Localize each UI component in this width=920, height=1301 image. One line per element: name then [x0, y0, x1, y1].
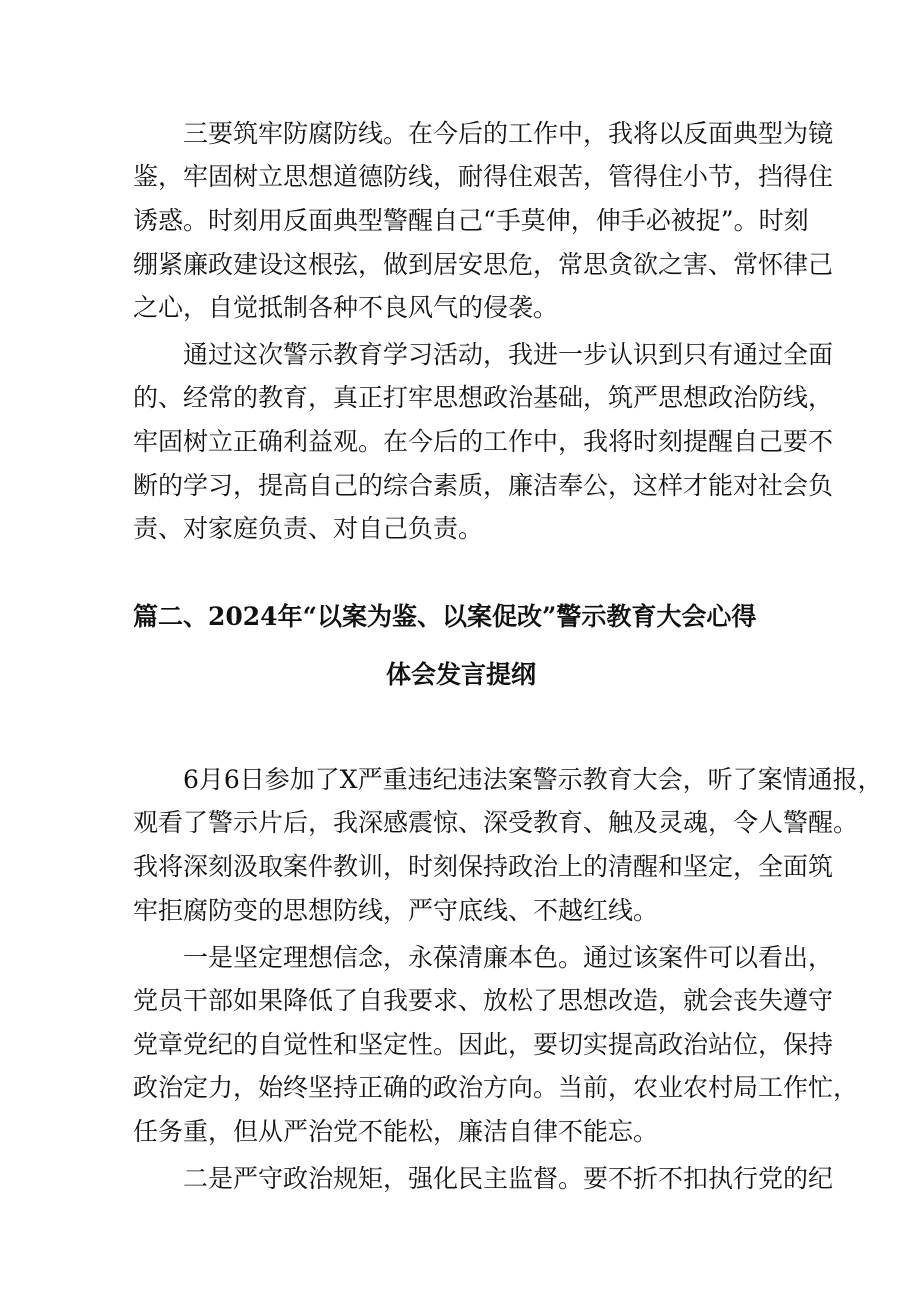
- paragraph-line: 政治定力，始终坚持正确的政治方向。当前，农业农村局工作忙，: [133, 1073, 859, 1102]
- paragraph-line: 之心，自觉抵制各种不良风气的侵袭。: [133, 293, 559, 322]
- paragraph-line: 绷紧廉政建设这根弦，做到居安思危，常思贪欲之害、常怀律己: [133, 250, 834, 279]
- paragraph-line: 牢拒腐防变的思想防线，严守底线、不越红线。: [133, 896, 659, 925]
- paragraph-line: 党章党纪的自觉性和坚定性。因此，要切实提高政治站位，保持: [133, 1030, 834, 1059]
- paragraph-line: 我将深刻汲取案件教训，时刻保持政治上的清醒和坚定，全面筑: [133, 852, 834, 881]
- paragraph-line: 任务重，但从严治党不能松，廉洁自律不能忘。: [133, 1117, 659, 1146]
- section-title: 篇二、2024年“以案为鉴、以案促改”警示教育大会心得: [133, 602, 757, 631]
- paragraph-line: 6月6日参加了X严重违纪违法案警示教育大会，听了案情通报，: [183, 765, 883, 794]
- paragraph-line: 三要筑牢防腐防线。在今后的工作中，我将以反面典型为镜: [183, 119, 834, 148]
- paragraph-line: 的、经常的教育，真正打牢思想政治基础，筑严思想政治防线，: [133, 383, 834, 412]
- section-title-continued: 体会发言提纲: [386, 660, 537, 689]
- paragraph-line: 二是严守政治规矩，强化民主监督。要不折不扣执行党的纪: [183, 1164, 834, 1193]
- paragraph-line: 牢固树立正确利益观。在今后的工作中，我将时刻提醒自己要不: [133, 427, 834, 456]
- paragraph-line: 断的学习，提高自己的综合素质，廉洁奉公，这样才能对社会负: [133, 471, 834, 500]
- paragraph-line: 鉴，牢固树立思想道德防线，耐得住艰苦，管得住小节，挡得住: [133, 162, 834, 191]
- paragraph-line: 诱惑。时刻用反面典型警醒自己“手莫伸，伸手必被捉”。时刻: [133, 206, 809, 235]
- paragraph-line: 观看了警示片后，我深感震惊、深受教育、触及灵魂，令人警醒。: [133, 808, 859, 837]
- paragraph-line: 通过这次警示教育学习活动，我进一步认识到只有通过全面: [183, 340, 834, 369]
- paragraph-line: 责、对家庭负责、对自己负责。: [133, 514, 484, 543]
- paragraph-line: 党员干部如果降低了自我要求、放松了思想改造，就会丧失遵守: [133, 986, 834, 1015]
- paragraph-line: 一是坚定理想信念，永葆清廉本色。通过该案件可以看出，: [183, 943, 834, 972]
